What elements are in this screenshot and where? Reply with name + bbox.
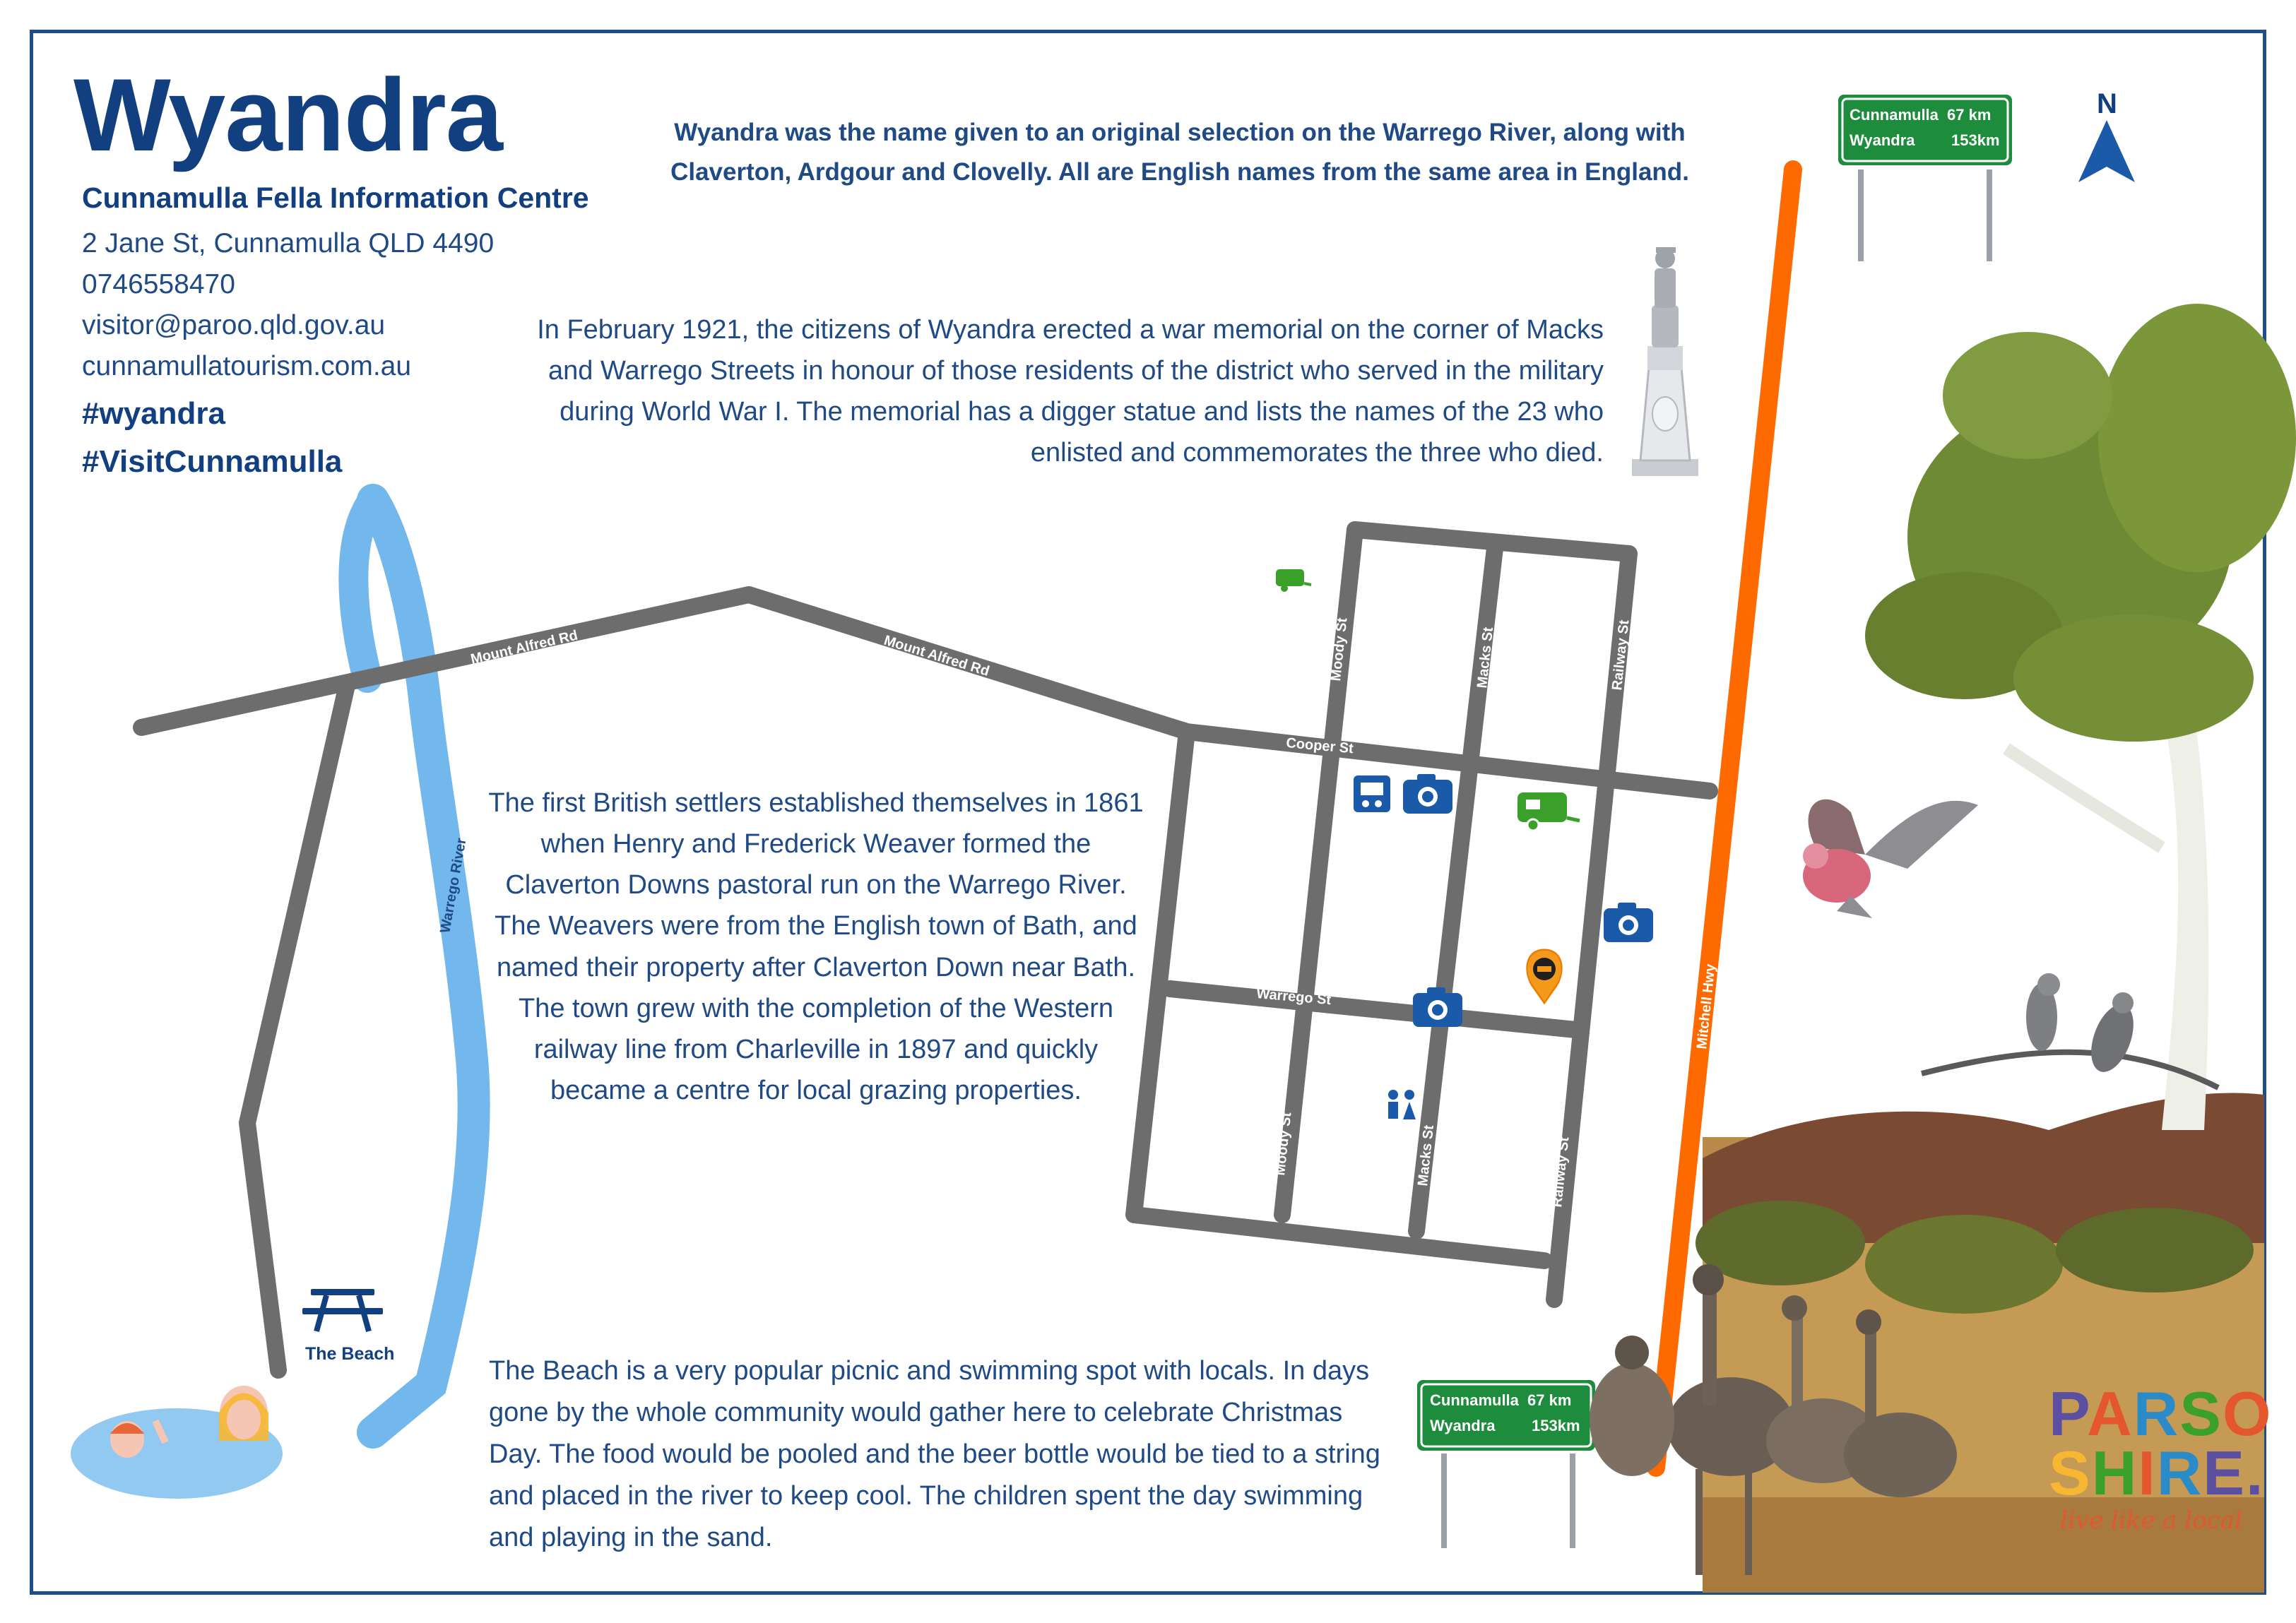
email[interactable]: visitor@paroo.qld.gov.au — [82, 310, 386, 340]
road-label-mount-alfred-1: Mount Alfred Rd — [469, 627, 579, 667]
hashtag-visitcunnamulla: #VisitCunnamulla — [82, 444, 343, 479]
picnic-table-icon — [302, 1289, 383, 1331]
toilets-icon — [1388, 1090, 1416, 1119]
sign2-row1-dist: 67 km — [1527, 1391, 1572, 1409]
memorial-paragraph: In February 1921, the citizens of Wyandra erected a war memorial on the corner of Macks and Warrego Streets in honour of those residents of the district who served in the military during World War I. The memorial has a digger statue and lists the names of the 23 who enlisted and commemorates the three who died. — [537, 315, 1604, 468]
north-label: N — [2097, 88, 2117, 119]
road-label-highway: Mitchell Hwy — [1694, 963, 1719, 1050]
settlers-paragraph: The first British settlers established themselves in 1861 when Henry and Frederick Weaver formed the Claverton Downs pastoral run on the Warrego River. The Weavers were from the English town of Bath, and named their property after Claverton Down near Bath. The town grew with the completion of the Western railway line from Charleville in 1897 and quickly became a centre for local grazing properties. — [488, 788, 1144, 1105]
distance-sign-top — [1837, 93, 2013, 261]
sign1-row2-place: Wyandra — [1850, 131, 1915, 149]
info-centre-name: Cunnamulla Fella Information Centre — [82, 182, 589, 214]
sign1-row2-dist: 153km — [1951, 131, 2000, 149]
warrego-river-upper — [353, 500, 373, 678]
war-memorial-statue — [1632, 247, 1698, 476]
caravan-icon — [1517, 792, 1580, 831]
north-arrow-icon — [2078, 88, 2135, 182]
website[interactable]: cunnamullatourism.com.au — [82, 351, 412, 381]
logo-tagline: live like a local — [2060, 1506, 2242, 1535]
road-label-moody-south: Moody St — [1272, 1111, 1295, 1177]
road-label-warrego: Warrego St — [1255, 986, 1332, 1009]
camera-icon — [1604, 903, 1653, 942]
intro-paragraph: Wyandra was the name given to an original selection on the Warrego River, along with Claverton, Ardgour and Clovelly. All are English names from the same area in England. — [670, 119, 1689, 186]
river-label: Warrego River — [437, 837, 470, 934]
dump-point-icon — [1354, 775, 1390, 812]
camera-icon — [1403, 774, 1452, 814]
swimmers-illustration — [71, 1386, 283, 1499]
sign1-row1-dist: 67 km — [1947, 106, 1992, 124]
road-label-macks-north: Macks St — [1474, 626, 1497, 689]
caravan-icon — [1276, 569, 1311, 592]
paroo-shire-logo — [2049, 1379, 2273, 1535]
galah-bird — [1803, 799, 1978, 918]
warrego-river — [373, 500, 474, 1432]
address: 2 Jane St, Cunnamulla QLD 4490 — [82, 228, 495, 258]
beach-label: The Beach — [305, 1344, 395, 1364]
warrego-st — [1170, 989, 1575, 1030]
road-label-railway-south: Railway St — [1549, 1136, 1573, 1208]
distance-sign-bottom — [1416, 1379, 1597, 1548]
sign1-row1-place: Cunnamulla — [1850, 106, 1939, 124]
logo-line1: PARSO — [2049, 1379, 2273, 1449]
road-label-macks-south: Macks St — [1415, 1124, 1438, 1187]
hashtag-wyandra: #wyandra — [82, 396, 225, 431]
phone: 0746558470 — [82, 269, 235, 299]
page-title: Wyandra — [73, 57, 502, 172]
camera-icon — [1413, 987, 1462, 1027]
road-label-moody-north: Moody St — [1328, 617, 1351, 682]
road-label-railway-north: Railway St — [1609, 619, 1633, 691]
beach-paragraph: The Beach is a very popular picnic and swimming spot with locals. In days gone by the whole community would gather here to celebrate Christmas Day. The food would be pooled and the beer bottle would be tied to a string and placed in the river to keep cool. The children spent the day swimming and playing in the sand. — [489, 1356, 1380, 1552]
logo-line2: SHIRE. — [2049, 1437, 2265, 1508]
accommodation-pin-icon — [1527, 951, 1561, 1001]
road-label-mount-alfred-2: Mount Alfred Rd — [882, 632, 992, 680]
sign2-row2-dist: 153km — [1532, 1417, 1580, 1434]
gum-tree — [1865, 304, 2296, 1130]
sign2-row1-place: Cunnamulla — [1430, 1391, 1519, 1409]
road-label-cooper: Cooper St — [1285, 735, 1354, 757]
west-track — [247, 689, 346, 1370]
sign2-row2-place: Wyandra — [1430, 1417, 1496, 1434]
